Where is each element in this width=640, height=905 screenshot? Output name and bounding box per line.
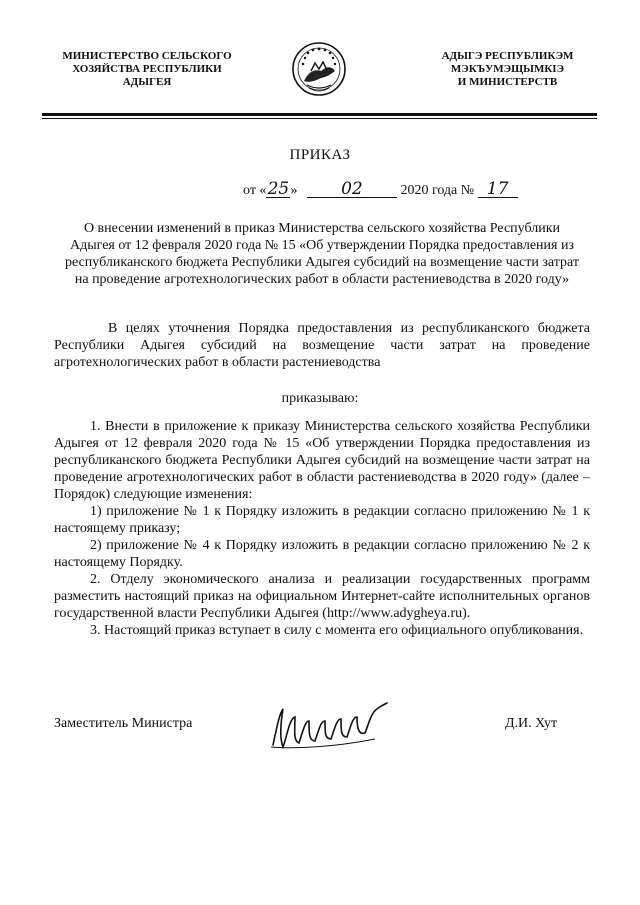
header-right-line: АДЫГЭ РЕСПУБЛИКЭМ: [441, 50, 574, 62]
date-quote-close: »: [290, 183, 298, 198]
header-divider-thick: [42, 113, 597, 116]
document-number: 17: [478, 182, 518, 198]
date-year: 2020 года №: [400, 183, 475, 198]
header-left-line: АДЫГЕЯ: [122, 76, 172, 88]
order-item: 2) приложение № 4 к Порядку изложить в редакции согласно приложению № 2 к настоящему Порядку.: [54, 538, 590, 570]
header-right-line: И МИНИСТЕРСТВ: [457, 76, 558, 88]
handwritten-signature: [265, 697, 405, 757]
order-word: приказываю:: [281, 391, 359, 406]
signatory-position: Заместитель Министра: [54, 716, 193, 731]
ministry-name-russian: [52, 50, 242, 89]
date-day: 25: [267, 179, 290, 199]
date-month: 02: [307, 182, 397, 198]
order-items: [54, 418, 590, 639]
order-item: 1) приложение № 1 к Порядку изложить в редакции согласно приложению № 1 к настоящему приказу;: [54, 504, 590, 536]
signatory-name: Д.И. Хут: [505, 716, 558, 731]
order-item: 2. Отделу экономического анализа и реализации государственных программ разместить настоящий приказ на официальном Интернет-сайте исполнительных органов государственной власти Республики Адыгея (http://www.adygheya.ru).: [54, 572, 590, 621]
preamble: В целях уточнения Порядка предоставления из республиканского бюджета Республики Адыгея субсидий на возмещение части затрат на проведение агротехнологических работ в области растениеводства: [54, 321, 590, 370]
header-left-line: МИНИСТЕРСТВО СЕЛЬСКОГО: [62, 50, 232, 62]
header-divider-thin: [42, 118, 597, 119]
order-item: 1. Внести в приложение к приказу Министерства сельского хозяйства Республики Адыгея от 12 февраля 2020 года № 15 «Об утверждении Порядка предоставления из республиканского бюджета Республики Адыгея субсидий на возмещение части затрат на проведение агротехнологических работ в области растениеводства в 2020 году» (далее – Порядок) следующие изменения:: [54, 419, 590, 502]
document-title: ПРИКАЗ: [289, 147, 351, 163]
ministry-name-adyghe: [425, 50, 590, 89]
date-prefix: от «: [243, 183, 267, 198]
header-left-line: ХОЗЯЙСТВА РЕСПУБЛИКИ: [72, 63, 222, 75]
document-subject: О внесении изменений в приказ Министерства сельского хозяйства Республики Адыгея от 12 февраля 2020 года № 15 «Об утверждении Порядка предоставления из республиканского бюджета Республики Адыгея субсидий на возмещение части затрат на проведение агротехнологических работ в области растениеводства в 2020 году»: [65, 221, 579, 287]
document-dateline: [243, 179, 518, 199]
header-right-line: МЭКЪУМЭЩЫМКІЭ: [450, 63, 565, 75]
coat-of-arms-emblem: [291, 41, 347, 97]
order-item: 3. Настоящий приказ вступает в силу с момента его официального опубликования.: [90, 623, 584, 638]
